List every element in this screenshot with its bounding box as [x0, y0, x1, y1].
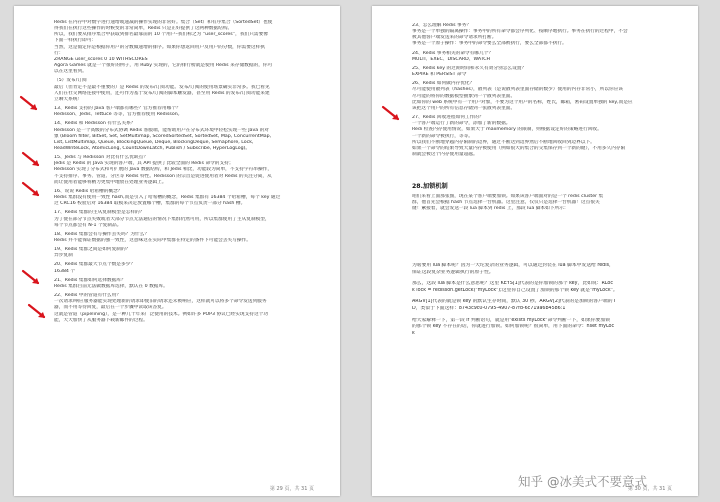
text-line: 当然，这是假定你是根据你用户的分数做递增的排序。如果你想返回用户及用户的分数，你需要这样执	[54, 44, 265, 50]
text-line: 尽可能使用散列表（hashes），散列表（是说散列表里面存储的数少）使用的内存非常小，所以你应该	[412, 87, 624, 93]
text-line: 咱们来看上面那张图，现在某个客户端要加锁。如果该客户端面对的是一个 redis cluster 集	[412, 194, 604, 200]
text-line: 每个节点都会有 N-1 个复制品。	[54, 222, 122, 228]
text-line: 16384 个	[54, 268, 76, 274]
text-line: 的那个锁 key 不存在的话，你就进行加锁。如何加锁呢？很简单，用下面的命令：hset myLoc	[412, 324, 615, 330]
text-line: 键！紧接着，就会发送一段 lua 脚本到 redis 上，那段 lua 脚本如下所示：	[412, 206, 569, 212]
text-line: Redisson、Jedis、lettuce 等等，官方推荐使用 Redisson。	[54, 112, 183, 118]
right-page-text	[412, 20, 670, 213]
text-line: 23、怎么理解 Redis 事务？	[412, 23, 472, 28]
text-line: 19、Redis 集群之间是如何复制的？	[54, 247, 131, 253]
text-line: Redisson 实现了分布式和可扩展的 Java 数据结构，和 Jedis 相比，功能较为简单，不支持字符串操作，	[54, 167, 273, 173]
text-line: 一次请求/响应服务器能实现处理新的请求即使旧的请求还未被响应，这样就可以将多个命令发送到服务	[54, 299, 267, 305]
text-line: 这就是管道（pipelining），是一种几十年来广泛使用的技术。例如许多 POP3 协议已经实现支持这个功	[54, 311, 269, 317]
text-line: 那么，这段 lua 脚本是什么意思呢？这里 KEYS[1]代表的是你加锁的那个 key，比如说：RLoc	[412, 281, 613, 287]
text-line: （5）发布/订阅	[54, 78, 87, 84]
text-line: 过 CRC16 校验后对 16384 取模来决定放置哪个槽，集群的每个节点负责一部分 hash 槽。	[54, 201, 246, 207]
text-line: ReadWriteLock, AtomicLong, CountDownLatch, Publish / Subscribe, HyperLogLog)。	[54, 145, 251, 151]
text-line: 事务是一个原子操作：事务中的命令要么全部被执行，要么全部都不执行。	[412, 41, 567, 47]
text-line: 制就会被这个内存使用量超越。	[412, 151, 478, 157]
text-line: 所以，我们要从排序集合中获取到排名最靠前的 10 个用户–我们称之为 “user_scores”，我们只需要像	[54, 32, 268, 38]
text-line: ARGV[1]代表的就是锁 key 的默认生存时间，默认 30 秒。ARGV[2]代表的是加锁的客户端的 I	[412, 299, 616, 305]
text-line: 行：	[54, 50, 64, 56]
text-line: 22、Redis 中的管道有什么用？	[54, 293, 121, 299]
text-line: Jedis 是 Redis 的 Java 实现的客户端，其 API 提供了比较全面的 Redis 命令的支持；	[54, 161, 234, 167]
text-line: 比如你的 web 系统中有一个用户对象，不要为这个用户的名称，姓氏，邮箱，密码设置单独的 key,而是应	[412, 99, 633, 105]
left-page-number: 第 29 页，共 31 页	[269, 486, 314, 492]
text-line: 尽可能的将你的数据模型抽象到一个散列表里面。	[412, 93, 516, 99]
text-line: Redis 集群目前无法做数据库选择，默认在 0 数据库。	[54, 283, 168, 289]
text-line: 保证这段复杂业务逻辑执行的原子性。	[412, 269, 494, 275]
text-line: 能，大大加快了从服务器下载新邮件的过程。	[54, 317, 148, 323]
text-line: 被其他客户端发送来的命令请求所打断。	[412, 35, 497, 41]
red-arrow-icon	[20, 180, 46, 202]
red-arrow-icon	[20, 150, 46, 172]
text-line: ZRANGE user_scores 0 10 WITHSCORES	[54, 56, 148, 62]
spacer	[412, 158, 670, 178]
text-line: EXPIRE 和 PERSIST 命令	[412, 72, 467, 78]
right-page-number: 第 30 页，共 31 页	[627, 486, 672, 492]
text-line: Redis 并不能保证数据的强一致性，这意味这在实际中集群在特定的条件下可能会丢失写操作。	[54, 238, 251, 243]
text-line: 以在这里看到。	[54, 69, 87, 75]
text-line: MULTI、EXEC、DISCARD、WATCH	[412, 56, 491, 62]
text-line: 21、Redis 集群如何选择数据库？	[54, 277, 126, 283]
text-line: 事务是一个单独的隔离操作：事务中的所有命令都会序列化、按顺序地执行。事务在执行的过程中，不会	[412, 29, 628, 35]
text-line: 13、Redis 支持的 Java 客户端都有哪些？官方推荐用哪个？	[54, 106, 181, 112]
text-line: 16、说说 Redis 哈希槽的概念？	[54, 188, 123, 194]
text-line: Redisson 是一个高级的分布式协调 Redis 客服端，能帮助用户在分布式环境中轻松实现一些 Java 的对	[54, 127, 269, 133]
text-line: k	[412, 330, 415, 336]
text-line: 异步复制	[54, 253, 73, 259]
document-page-left	[14, 6, 340, 496]
text-line: 立聊天系统！	[54, 96, 83, 102]
text-line: 为了使在部分节点失败或者大部分节点无法通信的情况下集群仍然可用，所以集群使用了主从复制模型，	[54, 216, 270, 222]
text-line: Redis 在内存中对数字进行递增或递减的操作实现的非常好。集合（Set）和有序集合（SortedSet）也使	[54, 20, 273, 25]
text-line: 17、Redis 集群的主从复制模型是怎样的？	[54, 210, 145, 216]
text-line: 为啥要用 lua 脚本呢？因为一大坨复杂的业务逻辑，可以通过封装在 lua 脚本中发送给 redis，	[412, 263, 614, 268]
right-page-lower-text	[412, 263, 676, 337]
text-line: 24、Redis 事务相关的命令有哪几个？	[412, 50, 494, 56]
text-line: 得我们在执行这些操作的时候变的非常简单，Redis 只是正好提供了这两种数据结构。	[54, 26, 233, 32]
red-arrow-icon	[380, 104, 406, 126]
left-page-text	[54, 20, 312, 324]
text-line: 器，而不用等待回复，最后在一个步骤中读取该答复。	[54, 305, 167, 311]
document-page-right	[372, 6, 698, 496]
text-line: 下面一样执行即可：	[54, 38, 97, 44]
text-line: 给大家解释一下，第一段 if 判断语句，就是用"exists myLock"命令判断一下，如果你要加锁	[412, 317, 610, 323]
red-arrow-icon	[18, 94, 44, 116]
zhihu-watermark: 知乎 @冰美式不要意式	[518, 474, 647, 489]
text-line: 所以我们不断地穿越内存限制的边界，通过不断达到边界然后不断地回收回到边界以下。	[412, 139, 595, 145]
text-line: k lock = redisson.getLock("myLock");这里你自己设置了加锁的那个锁 key 就是"myLock"。	[412, 287, 618, 293]
text-line: 如果一个命令的结果导致大量内存被使用（例如很大的集合的交集保存到一个新的键），不用多久内存限	[412, 145, 626, 151]
text-line: 27、Redis 回收进程如何工作的？	[412, 115, 484, 121]
text-line: 26、Redis 如何做内存优化？	[412, 81, 475, 87]
red-arrow-icon	[20, 268, 46, 290]
red-arrow-icon	[26, 302, 52, 324]
section-heading: 28.加锁机制	[412, 183, 448, 191]
text-line: 最后（但肯定不是最不重要的）是 Redis 的发布/订阅功能。发布/订阅的使用场景确实非常多。我已看见	[54, 84, 270, 90]
text-line: 象 (Bloom filter, BitSet, Set, SetMultimap, ScoredSortedSet, SortedSet, Map, ConcurrentMap,	[54, 133, 272, 139]
text-line: 20、Redis 集群最大节点个数是多少？	[54, 262, 136, 268]
text-line: Redis 集群没有使用一致性 hash,而是引入了哈希槽的概念，Redis 集群有 16384 个哈希槽，每个 key 通过	[54, 195, 281, 201]
text-line: List, ListMultimap, Queue, BlockingQueue, Deque, BlockingDeque, Semaphore, Lock,	[54, 139, 254, 145]
text-line: 而让使用者能够将精力更集中地放在处理业务逻辑上。	[54, 179, 167, 185]
text-line: 18、Redis 集群会有写操作丢失吗？为什么？	[54, 231, 150, 237]
text-line: 人们在社交网络连接中使用，还可作为基于发布/订阅的脚本触发器，甚至用 Redis 的发布/订阅功能来建	[54, 90, 270, 96]
text-line: 该把这个用户的所有信息存储到一张散列表里面。	[412, 105, 516, 111]
text-line: 一个新的命令被执行，等等。	[412, 133, 473, 139]
text-line: 25、Redis key 的过期时间和永久有效分别怎么设置？	[412, 65, 527, 71]
text-line: 15、Jedis 与 Redisson 对比有什么优缺点？	[54, 155, 148, 161]
text-line: 不支持排序、事务、管道、分区等 Redis 特性。Redisson 的宗旨是促进使用者对 Redis 的关注分离，从	[54, 173, 272, 179]
text-line: 一个客户端运行了新的命令，添加了新的数据。	[412, 121, 511, 127]
text-line: D，类似于下面这样：8743c9c0-0795-4907-87fd-6c719a6b4586:1	[412, 305, 566, 311]
text-line: 14、Redis 和 Redisson 有什么关系？	[54, 121, 136, 127]
text-line: 群，他首先会根据 hash 节点选择一台机器。这里注意，仅仅只是选择一台机器！这点很关	[412, 200, 600, 206]
text-line: Agora Games 就是一个很好的例子，用 Ruby 实现的，它的排行榜就是使用 Redis 来存储数据的，你可	[54, 63, 273, 69]
text-line: Redi 检查内存使用情况，如果大于 maxmemory 的限制，则根据设定好的策略进行回收。	[412, 127, 602, 133]
